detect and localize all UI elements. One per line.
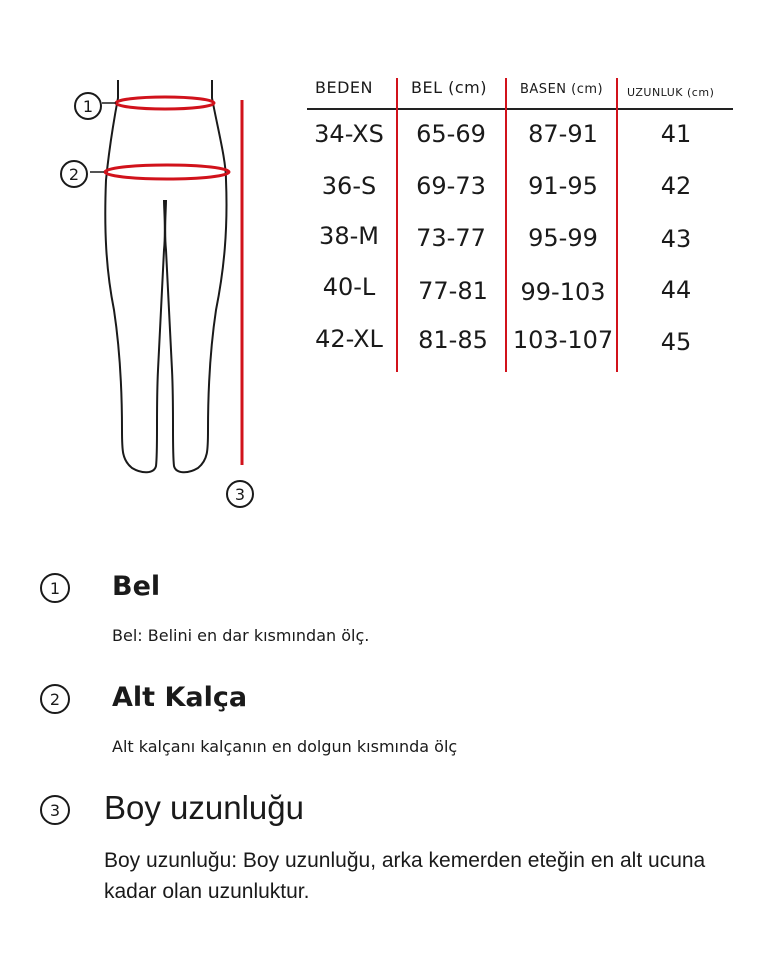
legend-description: Alt kalçanı kalçanın en dolgun kısmında ölç xyxy=(112,737,458,756)
legend-number: 3 xyxy=(40,795,70,825)
table-cell: 87-91 xyxy=(528,120,598,148)
header-length: UZUNLUK (cm) xyxy=(627,86,715,99)
table-cell: 40-L xyxy=(322,273,376,301)
table-cell: 77-81 xyxy=(418,277,488,305)
leggings-outline-icon xyxy=(60,70,270,520)
size-table xyxy=(307,78,733,374)
legend-number: 2 xyxy=(40,684,70,714)
table-cell: 91-95 xyxy=(528,172,598,200)
marker-hip: 2 xyxy=(60,160,88,188)
table-cell: 41 xyxy=(660,120,692,148)
table-cell: 38-M xyxy=(319,222,379,250)
column-divider xyxy=(616,78,618,372)
legend-title: Bel xyxy=(112,571,161,602)
table-cell: 34-XS xyxy=(314,120,384,148)
waist-line xyxy=(116,97,214,109)
table-cell: 44 xyxy=(660,276,692,304)
legend-description: Bel: Belini en dar kısmından ölç. xyxy=(112,626,370,645)
table-cell: 42 xyxy=(660,172,692,200)
table-cell: 73-77 xyxy=(416,224,486,252)
header-size: BEDEN xyxy=(315,78,373,97)
marker-length: 3 xyxy=(226,480,254,508)
legend-number: 1 xyxy=(40,573,70,603)
table-cell: 103-107 xyxy=(512,326,614,354)
column-divider xyxy=(505,78,507,372)
legend-title: Boy uzunluğu xyxy=(104,789,304,826)
table-cell: 95-99 xyxy=(528,224,598,252)
table-cell: 99-103 xyxy=(520,278,606,306)
table-cell: 36-S xyxy=(321,172,377,200)
header-waist: BEL (cm) xyxy=(411,78,487,97)
table-cell: 45 xyxy=(660,328,692,356)
table-cell: 42-XL xyxy=(315,325,383,353)
table-cell: 69-73 xyxy=(416,172,486,200)
table-cell: 43 xyxy=(660,225,692,253)
legend-description: Boy uzunluğu: Boy uzunluğu, arka kemerden eteğin en alt ucuna kadar olan uzunluktur. xyxy=(104,849,706,903)
table-cell: 81-85 xyxy=(418,326,488,354)
hip-line xyxy=(105,165,229,179)
table-cell: 65-69 xyxy=(416,120,486,148)
header-divider xyxy=(307,108,733,110)
header-hip: BASEN (cm) xyxy=(520,82,604,97)
legend-title: Alt Kalça xyxy=(112,682,248,713)
marker-waist: 1 xyxy=(74,92,102,120)
measurement-figure xyxy=(60,70,270,520)
column-divider xyxy=(396,78,398,372)
